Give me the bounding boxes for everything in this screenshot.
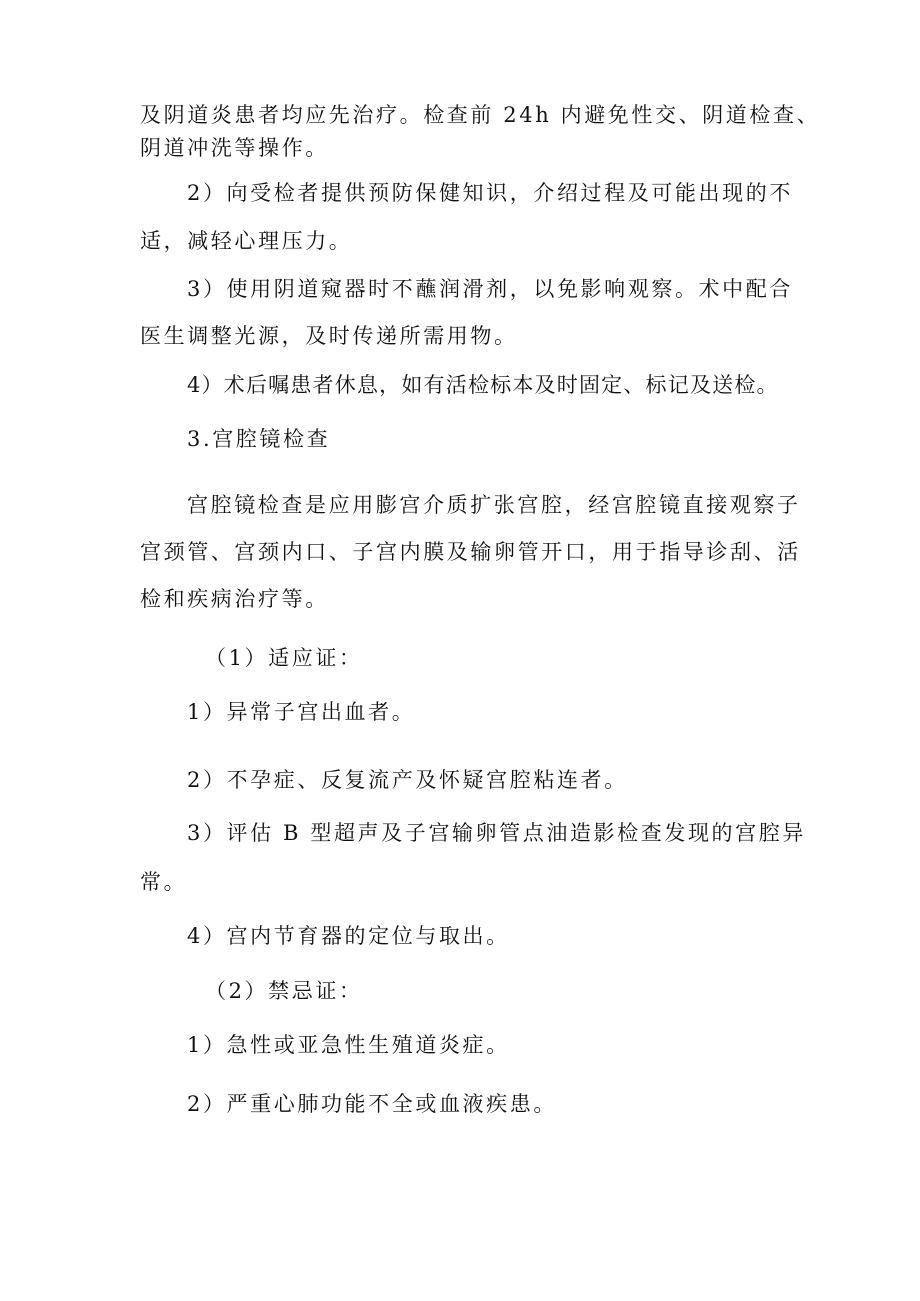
subsection-heading: （2）禁忌证： bbox=[205, 979, 363, 1003]
list-item-line: 2）不孕症、反复流产及怀疑宫腔粘连者。 bbox=[187, 768, 628, 792]
list-item-line: 医生调整光源，及时传递所需用物。 bbox=[140, 324, 518, 348]
paragraph-line: 检和疾病治疗等。 bbox=[140, 587, 329, 611]
list-item-line: 3）使用阴道窥器时不蘸润滑剂，以免影响观察。术中配合 bbox=[187, 277, 793, 301]
paragraph-line: 阴道冲洗等操作。 bbox=[140, 136, 329, 160]
list-item-line: 4）宫内节育器的定位与取出。 bbox=[187, 924, 510, 948]
paragraph-line: 及阴道炎患者均应先治疗。检查前 24h 内避免性交、阴道检查、 bbox=[140, 103, 821, 127]
list-item-line: 2）向受检者提供预防保健知识，介绍过程及可能出现的不 bbox=[187, 181, 793, 205]
paragraph-line: 宫颈管、宫颈内口、子宫内膜及输卵管开口，用于指导诊刮、活 bbox=[140, 540, 801, 564]
list-item-line: 4）术后嘱患者休息，如有活检标本及时固定、标记及送检。 bbox=[187, 373, 779, 397]
section-heading: 3.宫腔镜检查 bbox=[187, 427, 331, 451]
list-item-line: 1）异常子宫出血者。 bbox=[187, 700, 416, 724]
list-item-line: 3）评估 B 型超声及子宫输卵管点油造影检查发现的宫腔异 bbox=[187, 821, 806, 845]
paragraph-line: 宫腔镜检查是应用膨宫介质扩张宫腔，经宫腔镜直接观察子 bbox=[187, 493, 801, 517]
list-item-line: 2）严重心肺功能不全或血液疾患。 bbox=[187, 1092, 557, 1116]
list-item-line: 1）急性或亚急性生殖道炎症。 bbox=[187, 1033, 510, 1057]
list-item-line: 常。 bbox=[140, 870, 188, 894]
list-item-line: 适，减轻心理压力。 bbox=[140, 229, 353, 253]
subsection-heading: （1）适应证： bbox=[205, 646, 363, 670]
